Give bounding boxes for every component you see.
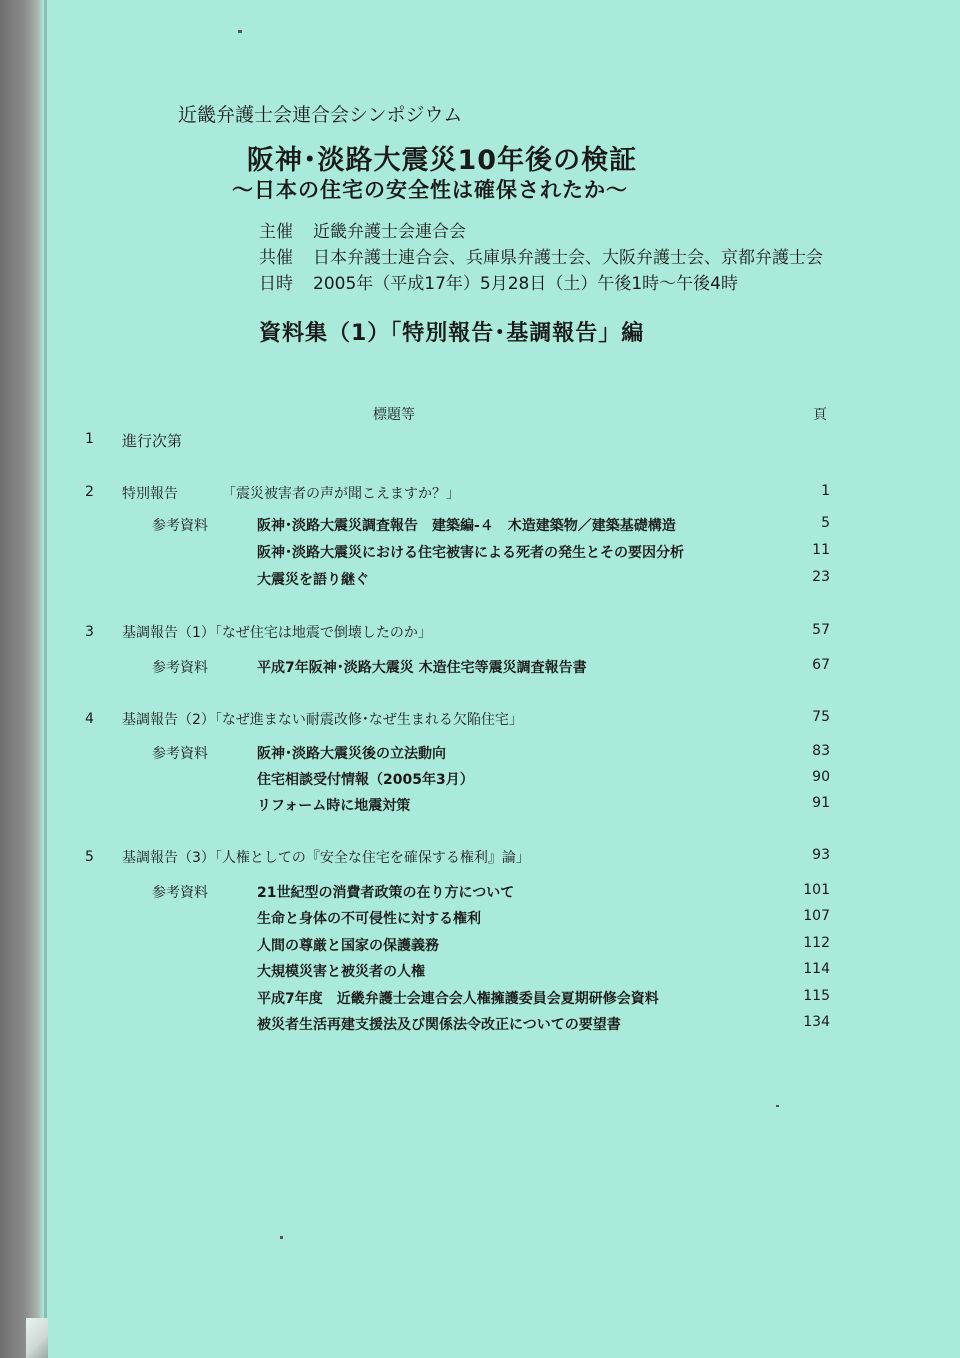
toc-number: 2 (85, 484, 94, 500)
info-datetime (259, 269, 738, 294)
reference-page: 114 (803, 961, 830, 977)
reference-item: 被災者生活再建支援法及び関係法令改正についての要望書 (257, 1017, 621, 1033)
toc-number: 4 (85, 711, 94, 727)
toc-number: 1 (85, 431, 94, 447)
reference-page: 107 (803, 908, 830, 924)
reference-page: 115 (803, 988, 830, 1004)
reference-page: 101 (803, 882, 830, 898)
reference-item: 阪神･淡路大震災における住宅被害による死者の発生とその要因分析 (257, 545, 684, 561)
reference-page: 83 (812, 743, 830, 759)
page-corner-fold (26, 1318, 48, 1358)
reference-label: 参考資料 (152, 660, 208, 676)
info-label: 主催 (259, 222, 293, 242)
reference-item: 平成7年阪神･淡路大震災 木造住宅等震災調査報告書 (257, 660, 587, 676)
scan-speck (776, 1105, 779, 1107)
toc-entry-keynote-2: 基調報告（2）「なぜ進まない耐震改修･なぜ生まれる欠陥住宅」 (122, 712, 523, 728)
reference-item: リフォーム時に地震対策 (257, 798, 411, 814)
reference-item: 平成7年度 近畿弁護士会連合会人権擁護委員会夏期研修会資料 (257, 991, 659, 1007)
page-subtitle: ～日本の住宅の安全性は確保されたか～ (232, 178, 628, 202)
column-header-title: 標題等 (373, 407, 415, 423)
reference-page: 91 (812, 795, 830, 811)
reference-item: 21世紀型の消費者政策の在り方について (257, 885, 515, 901)
toc-number: 3 (85, 624, 94, 640)
reference-item: 住宅相談受付情報（2005年3月） (257, 772, 474, 788)
scan-speck (238, 30, 242, 33)
reference-item: 大規模災害と被災者の人権 (257, 964, 425, 980)
reference-label: 参考資料 (152, 746, 208, 762)
reference-page: 90 (812, 769, 830, 785)
info-value: 近畿弁護士会連合会 (313, 222, 466, 242)
reference-page: 23 (812, 569, 830, 585)
reference-item: 人間の尊厳と国家の保護義務 (257, 938, 439, 954)
reference-item: 生命と身体の不可侵性に対する権利 (257, 911, 481, 927)
info-value: 2005年（平成17年）5月28日（土）午後1時～午後4時 (313, 274, 738, 294)
info-organizer (259, 217, 466, 242)
reference-item: 阪神･淡路大震災調査報告 建築編-４ 木造建築物／建築基礎構造 (257, 518, 676, 534)
section-title: 資料集（1）「特別報告･基調報告」編 (259, 321, 645, 346)
info-label: 日時 (259, 274, 293, 294)
toc-page: 75 (812, 709, 830, 725)
reference-page: 67 (812, 657, 830, 673)
page-title: 阪神･淡路大震災10年後の検証 (247, 145, 638, 176)
toc-page: 57 (812, 622, 830, 638)
scan-speck (280, 1236, 283, 1239)
reference-page: 112 (803, 935, 830, 951)
symposium-name: 近畿弁護士会連合会シンポジウム (178, 104, 463, 126)
toc-entry-keynote-3: 基調報告（3）「人権としての『安全な住宅を確保する権利』論」 (122, 850, 530, 866)
reference-item: 大震災を語り継ぐ (257, 572, 369, 588)
binding-edge (44, 0, 47, 1358)
toc-entry-keynote-1: 基調報告（1）「なぜ住宅は地震で倒壊したのか」 (122, 625, 432, 641)
reference-item: 阪神･淡路大震災後の立法動向 (257, 746, 446, 762)
binding-strip (0, 0, 44, 1358)
reference-label: 参考資料 (152, 518, 208, 534)
info-cohosts (259, 243, 823, 268)
toc-page: 1 (821, 483, 830, 499)
info-label: 共催 (259, 248, 293, 268)
toc-number: 5 (85, 849, 94, 865)
toc-entry-special-report: 特別報告 (122, 486, 178, 502)
reference-page: 134 (803, 1014, 830, 1030)
reference-label: 参考資料 (152, 885, 208, 901)
info-value: 日本弁護士連合会、兵庫県弁護士会、大阪弁護士会、京都弁護士会 (313, 248, 823, 268)
reference-page: 5 (821, 515, 830, 531)
column-header-page: 頁 (813, 407, 827, 423)
toc-entry-title: 「震災被害者の声が聞こえますか？」 (222, 486, 460, 502)
toc-entry-schedule: 進行次第 (122, 432, 183, 450)
toc-page: 93 (812, 847, 830, 863)
reference-page: 11 (812, 542, 830, 558)
